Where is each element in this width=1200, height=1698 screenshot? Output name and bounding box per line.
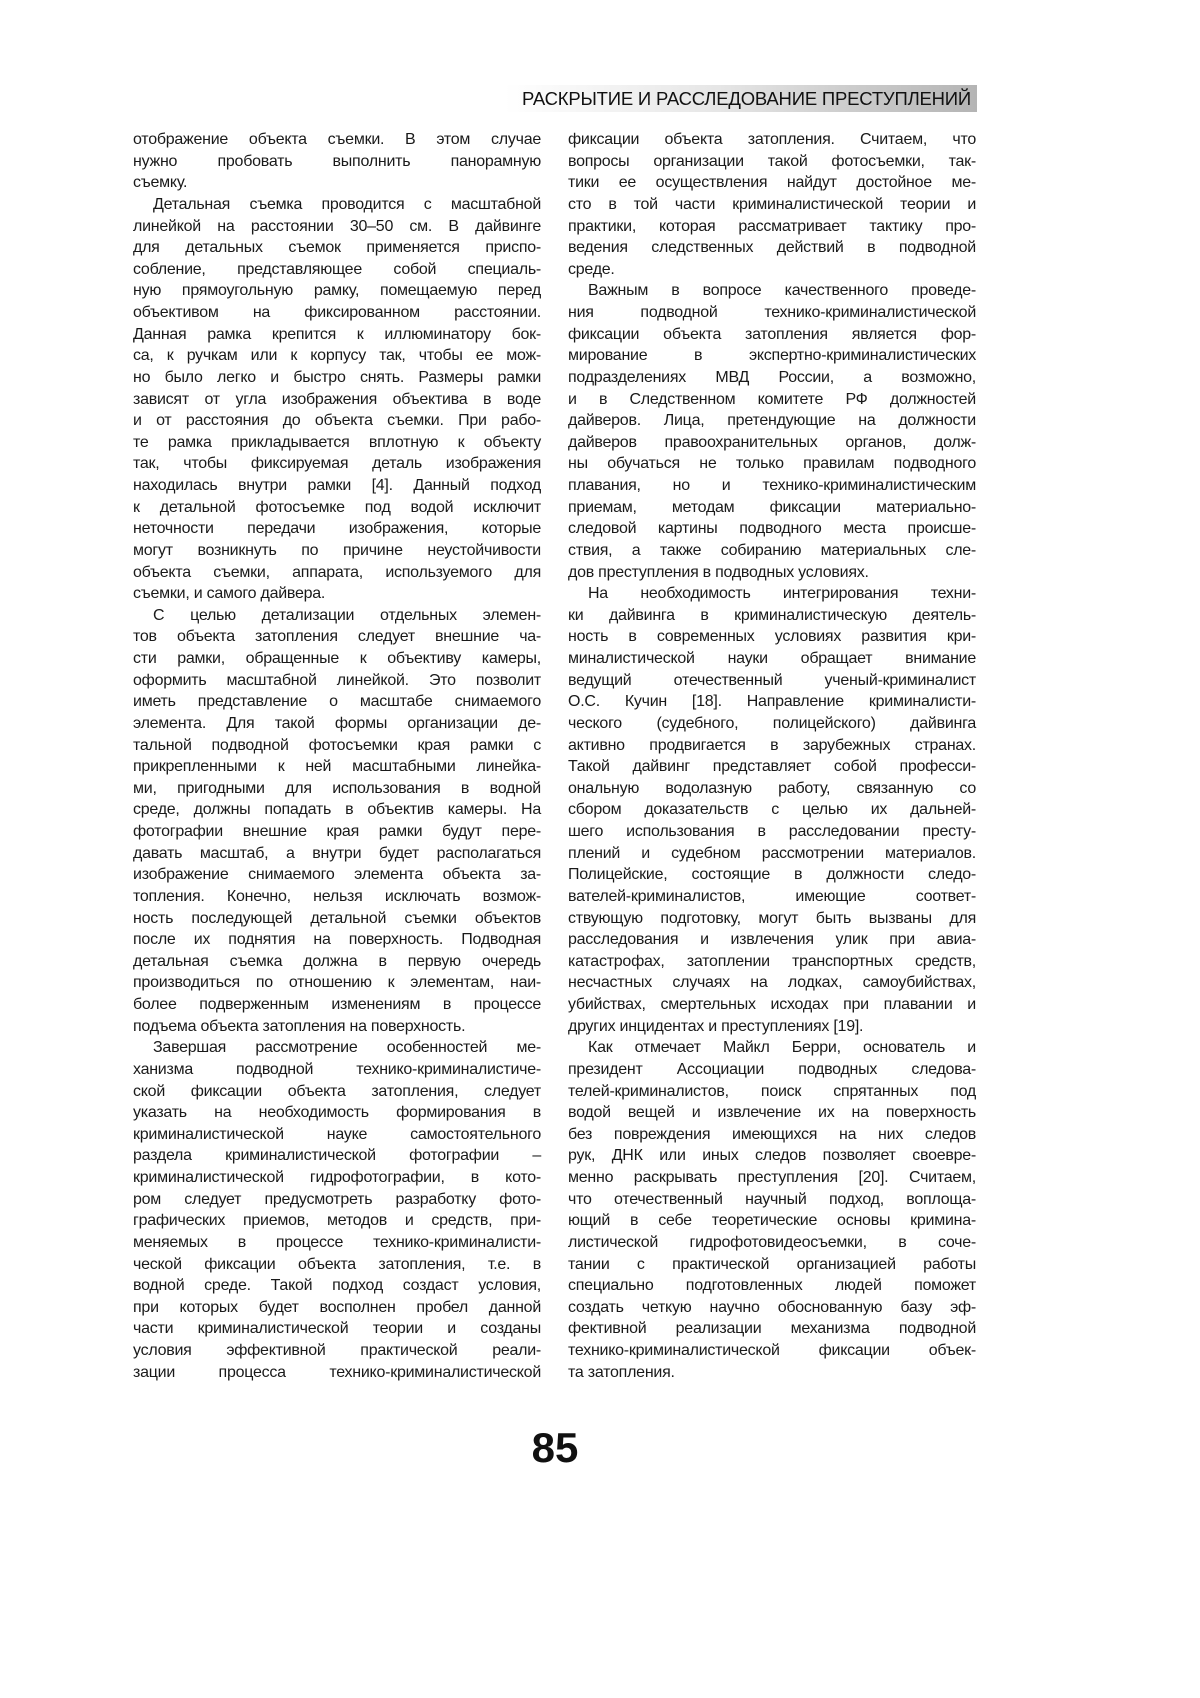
text-line: вателей-криминалистов, имеющие соответ- xyxy=(568,886,976,908)
text-line: активно продвигается в зарубежных странах. xyxy=(568,735,976,757)
text-line: са, к ручкам или к корпусу так, чтобы ее мож- xyxy=(133,345,541,367)
text-line: убийствах, смертельных исходах при плавании и xyxy=(568,994,976,1016)
text-line: ведущий отечественный ученый-криминалист xyxy=(568,670,976,692)
text-line: фиксации объекта затопления является фор- xyxy=(568,324,976,346)
text-line: после их поднятия на поверхность. Подводная xyxy=(133,929,541,951)
text-line: криминалистической науке самостоятельного xyxy=(133,1124,541,1146)
text-line: дов преступления в подводных условиях. xyxy=(568,562,976,584)
text-line: производиться по отношению к элементам, наи- xyxy=(133,972,541,994)
text-line: листической гидрофотовидеосъемки, в соче- xyxy=(568,1232,976,1254)
text-line: ханизма подводной технико-криминалистиче- xyxy=(133,1059,541,1081)
text-line: других инцидентах и преступлениях [19]. xyxy=(568,1016,976,1038)
text-line: при которых будет восполнен пробел данной xyxy=(133,1297,541,1319)
text-line: ональную водолазную работу, связанную со xyxy=(568,778,976,800)
text-line: и от расстояния до объекта съемки. При рабо- xyxy=(133,410,541,432)
text-line: детальная съемка должна в первую очередь xyxy=(133,951,541,973)
text-line: зависят от угла изображения объектива в воде xyxy=(133,389,541,411)
text-line: фективной реализации механизма подводной xyxy=(568,1318,976,1340)
text-line: дайверов. Лица, претендующие на должности xyxy=(568,410,976,432)
text-line: ведения следственных действий в подводной xyxy=(568,237,976,259)
text-line: условия эффективной практической реали- xyxy=(133,1340,541,1362)
text-line: изображение снимаемого элемента объекта за- xyxy=(133,864,541,886)
text-line: Такой дайвинг представляет собой професси- xyxy=(568,756,976,778)
text-line: сто в той части криминалистической теории и xyxy=(568,194,976,216)
paragraph xyxy=(133,605,541,1038)
text-line: подъема объекта затопления на поверхность. xyxy=(133,1016,541,1038)
text-line: дайверов правоохранительных органов, долж- xyxy=(568,432,976,454)
text-line: приемам, методам фиксации материально- xyxy=(568,497,976,519)
text-line: ми, пригодными для использования в водной xyxy=(133,778,541,800)
text-line: так, чтобы фиксируемая деталь изображения xyxy=(133,453,541,475)
text-line: О.С. Кучин [18]. Направление криминалисти- xyxy=(568,691,976,713)
text-line: ния подводной технико-криминалистической xyxy=(568,302,976,324)
text-line: ность в современных условиях развития кри- xyxy=(568,626,976,648)
text-line: тики ее осуществления найдут достойное ме- xyxy=(568,172,976,194)
text-line: подразделениях МВД России, а возможно, xyxy=(568,367,976,389)
text-line: ческой фиксации объекта затопления, т.е. в xyxy=(133,1254,541,1276)
text-line: несчастных случаях на лодках, самоубийствах, xyxy=(568,972,976,994)
text-line: менно раскрывать преступления [20]. Считаем, xyxy=(568,1167,976,1189)
paragraph xyxy=(568,583,976,1037)
text-line: могут возникнуть по причине неустойчивости xyxy=(133,540,541,562)
text-line: ствующую подготовку, могут быть вызваны для xyxy=(568,908,976,930)
text-line: ки дайвинга в криминалистическую деятель- xyxy=(568,605,976,627)
paragraph xyxy=(568,280,976,583)
text-line: оформить масштабной линейкой. Это позволит xyxy=(133,670,541,692)
text-line: что отечественный научный подход, воплоща- xyxy=(568,1189,976,1211)
text-line: фиксации объекта затопления. Считаем, что xyxy=(568,129,976,151)
text-line: неточности передачи изображения, которые xyxy=(133,518,541,540)
text-line: ность последующей детальной съемки объектов xyxy=(133,908,541,930)
text-line: Как отмечает Майкл Берри, основатель и xyxy=(568,1037,976,1059)
text-line: тании с практической организацией работы xyxy=(568,1254,976,1276)
text-line: Завершая рассмотрение особенностей ме- xyxy=(133,1037,541,1059)
text-line: ческого (судебного, полицейского) дайвинга xyxy=(568,713,976,735)
left-column xyxy=(133,129,541,1383)
text-line: плавания, но и технико-криминалистическим xyxy=(568,475,976,497)
text-line: раздела криминалистической фотографии – xyxy=(133,1145,541,1167)
text-line: криминалистической гидрофотографии, в кото- xyxy=(133,1167,541,1189)
text-line: телей-криминалистов, поиск спрятанных под xyxy=(568,1081,976,1103)
text-line: ской фиксации объекта затопления, следует xyxy=(133,1081,541,1103)
section-title: РАСКРЫТИЕ И РАССЛЕДОВАНИЕ ПРЕСТУПЛЕНИЙ xyxy=(522,88,971,110)
text-line: для детальных съемок применяется приспо- xyxy=(133,237,541,259)
text-line: ствия, а также собиранию материальных сле- xyxy=(568,540,976,562)
text-line: Полицейские, состоящие в должности следо- xyxy=(568,864,976,886)
text-line: Важным в вопросе качественного проведе- xyxy=(568,280,976,302)
text-line: отображение объекта съемки. В этом случае xyxy=(133,129,541,151)
text-line: съемки, и самого дайвера. xyxy=(133,583,541,605)
text-line: мирование в экспертно-криминалистических xyxy=(568,345,976,367)
paragraph xyxy=(568,129,976,280)
text-line: но было легко и быстро снять. Размеры рамки xyxy=(133,367,541,389)
text-line: создать четкую научно обоснованную базу эф- xyxy=(568,1297,976,1319)
text-line: без повреждения имеющихся на них следов xyxy=(568,1124,976,1146)
text-line: зации процесса технико-криминалистической xyxy=(133,1362,541,1384)
text-line: объекта съемки, аппарата, используемого для xyxy=(133,562,541,584)
text-line: президент Ассоциации подводных следова- xyxy=(568,1059,976,1081)
text-line: технико-криминалистической фиксации объек- xyxy=(568,1340,976,1362)
text-line: тальной подводной фотосъемки края рамки с xyxy=(133,735,541,757)
text-line: более подверженным изменениям в процессе xyxy=(133,994,541,1016)
text-line: рук, ДНК или иных следов позволяет своевре- xyxy=(568,1145,976,1167)
text-line: вопросы организации такой фотосъемки, так- xyxy=(568,151,976,173)
text-line: миналистической науки обращает внимание xyxy=(568,648,976,670)
paragraph xyxy=(568,1037,976,1383)
paragraph xyxy=(133,194,541,605)
text-line: собление, представляющее собой специаль- xyxy=(133,259,541,281)
text-line: среде. xyxy=(568,259,976,281)
text-line: давать масштаб, а внутри будет располагаться xyxy=(133,843,541,865)
paragraph xyxy=(133,129,541,194)
text-line: среде, должны попадать в объектив камеры. На xyxy=(133,799,541,821)
text-line: ны обучаться не только правилам подводного xyxy=(568,453,976,475)
text-line: графических приемов, методов и средств, при- xyxy=(133,1210,541,1232)
text-line: съемку. xyxy=(133,172,541,194)
text-line: нужно пробовать выполнить панорамную xyxy=(133,151,541,173)
text-line: ющий в себе теоретические основы кримина- xyxy=(568,1210,976,1232)
text-line: линейкой на расстоянии 30–50 см. В дайвинге xyxy=(133,216,541,238)
text-line: следовой картины подводного места происше- xyxy=(568,518,976,540)
page-number: 85 xyxy=(0,1424,1110,1472)
text-line: те рамка прикладывается вплотную к объекту xyxy=(133,432,541,454)
text-line: тов объекта затопления следует внешние ча- xyxy=(133,626,541,648)
text-line: сти рамки, обращенные к объективу камеры, xyxy=(133,648,541,670)
text-line: сбором доказательств с целью их дальней- xyxy=(568,799,976,821)
text-line: ром следует предусмотреть разработку фото- xyxy=(133,1189,541,1211)
text-line: На необходимость интегрирования техни- xyxy=(568,583,976,605)
text-line: Детальная съемка проводится с масштабной xyxy=(133,194,541,216)
text-line: та затопления. xyxy=(568,1362,976,1384)
text-line: указать на необходимость формирования в xyxy=(133,1102,541,1124)
text-line: специально подготовленных людей поможет xyxy=(568,1275,976,1297)
text-line: элемента. Для такой формы организации де- xyxy=(133,713,541,735)
text-line: шего использования в расследовании престу- xyxy=(568,821,976,843)
text-line: Данная рамка крепится к иллюминатору бок- xyxy=(133,324,541,346)
right-column xyxy=(568,129,976,1383)
text-line: объективом на фиксированном расстоянии. xyxy=(133,302,541,324)
text-line: расследования и извлечения улик при авиа- xyxy=(568,929,976,951)
text-line: водной среде. Такой подход создаст условия, xyxy=(133,1275,541,1297)
running-header xyxy=(505,85,977,112)
text-line: С целью детализации отдельных элемен- xyxy=(133,605,541,627)
text-line: топления. Конечно, нельзя исключать возмож- xyxy=(133,886,541,908)
text-line: к детальной фотосъемке под водой исключит xyxy=(133,497,541,519)
text-line: находилась внутри рамки [4]. Данный подход xyxy=(133,475,541,497)
text-line: части криминалистической теории и созданы xyxy=(133,1318,541,1340)
text-line: плений и судебном рассмотрении материалов. xyxy=(568,843,976,865)
text-line: и в Следственном комитете РФ должностей xyxy=(568,389,976,411)
text-line: иметь представление о масштабе снимаемого xyxy=(133,691,541,713)
text-line: водой вещей и извлечение их на поверхность xyxy=(568,1102,976,1124)
text-line: практики, которая рассматривает тактику про- xyxy=(568,216,976,238)
text-line: ную прямоугольную рамку, помещаемую перед xyxy=(133,280,541,302)
paragraph xyxy=(133,1037,541,1383)
text-line: фотографии внешние края рамки будут пере- xyxy=(133,821,541,843)
text-line: прикрепленными к ней масштабными линейка- xyxy=(133,756,541,778)
text-line: катастрофах, затоплении транспортных средств, xyxy=(568,951,976,973)
text-line: меняемых в процессе технико-криминалисти- xyxy=(133,1232,541,1254)
